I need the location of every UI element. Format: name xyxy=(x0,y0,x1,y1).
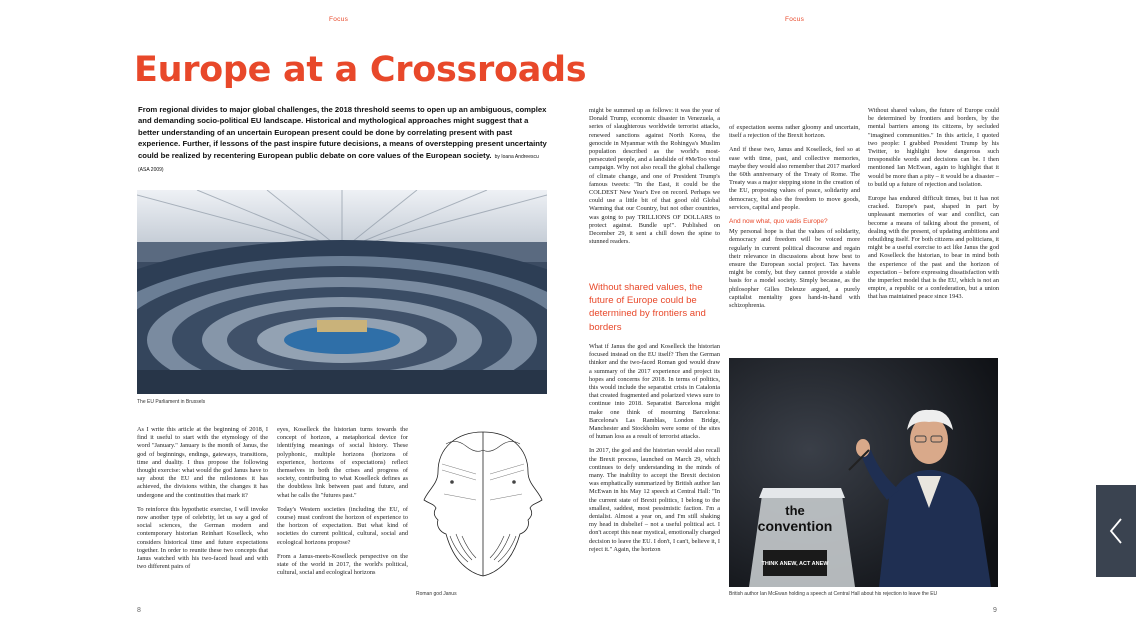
column-2 xyxy=(277,426,408,583)
lead-text: From regional divides to major global challenges, the 2018 threshold seems to open up an ambiguous, complex and demanding socio-political EU landscape. Historical and mythological approaches might suggest that a better understanding of an uncertain European present could be done by correlating present with past experience. Further, if lessons of the past inspire future decisions, a means of overstepping present uncertainty could be realized by recentering European public debate on core values of the European society. xyxy=(138,105,547,160)
paragraph: might be summed up as follows: it was the year of Donald Trump, economic disaster in Venezuela, a series of slaughterous worldwide terrorist attacks, renewed sanctions against North Korea, the genocide in Myanmar with the Rohingya's Muslim population described as the world's most-persecuted people, and a landslide of #MeToo viral campaign. Why not also recall the global challenge of climate change, and one of President Trump's famous tweets: "In the East, it could be the COLDEST New Year's Eve on record. Perhaps we could use a little bit of that good old Global Warming that our Country, but not other countries, was going to pay TRILLIONS OF DOLLARS to protect against. Bundle up!". Published on December 29, it sent a chill down the spine to stunned readers. xyxy=(589,107,720,246)
paragraph: My personal hope is that the values of solidarity, democracy and freedom will be voiced more regularly in current political discourse and regain their relevance in discussions about how best to ensure the European social project. Tax havens might be comfy, but they cannot provide a stable basis for a model society. Simply because, as the philosopher Gilles Deleuze argued, a purely capitalist mentality goes hand-in-hand with schizophrenia. xyxy=(729,228,860,310)
section-tag-left: Focus xyxy=(329,16,349,23)
podium-text-convention: convention xyxy=(757,518,833,534)
section-tag-right: Focus xyxy=(785,16,805,23)
article-lead xyxy=(138,104,548,176)
previous-page-button[interactable] xyxy=(1096,485,1136,577)
podium-text-the: the xyxy=(785,503,805,518)
pull-quote: Without shared values, the future of Europe could be determined by frontiers and borders xyxy=(589,282,706,333)
paragraph: To reinforce this hypothetic exercise, I will invoke now another type of celebrity, let us say a god of social sciences, the German modern and contemporary historian Reinhart Koselleck, who considers historical time and future expectations together. In order to reunite these two concepts that Janus watched with his two-faced head and with two different pairs of xyxy=(137,505,268,571)
paragraph: In 2017, the god and the historian would also recall the Brexit process, launched on March 29, which continues to defy understanding in the minds of many. The inability to accept the Brexit decision was emphatically summarized by British author Ian McEwan in his May 12 speech at Central Hall: "In the current state of Brexit politics, I belong to the smallest, saddest, most pessimistic faction. I'm a denialist. Almost a year on, and I'm still shaking my head in disbelief – not a useful political act. I don't accept this near mystical, emotionally charged decision to leave the EU. I don't, I can't, believe it, I reject it." Again, the horizon xyxy=(589,447,720,553)
mcewan-caption: British author Ian McEwan holding a speech at Central Hall about his rejection to leave the EU xyxy=(729,591,938,597)
mcewan-photo xyxy=(729,358,998,587)
paragraph: of expectation seems rather gloomy and uncertain, itself a rejection of the Brexit horizon. xyxy=(729,124,860,140)
column-5 xyxy=(868,107,999,308)
byline: by Ioana Andreescu (ASA 2009) xyxy=(138,153,539,174)
podium-slogan: THINK ANEW, ACT ANEW xyxy=(761,561,829,567)
paragraph: What if Janus the god and Koselleck the historian focused instead on the EU itself? Then the German thinker and the two-faced Roman god would draw a summary of the 2017 experience and project its hopes and concerns for 2018. In terms of politics, this would include the separatist crisis in Catalonia that created fragmented and polarized views sure to continue into 2018. Separatist Barcelona might make one think of mourning Barcelona: Barcelona's Las Ramblas, London Bridge, Manchester and Stockholm were some of the sites of human loss as a result of terrorist attacks. xyxy=(589,343,720,441)
page-number-left: 8 xyxy=(137,607,141,614)
paragraph: And if these two, Janus and Koselleck, feel so at ease with time, past, and collective memories, maybe they would also remember that 2017 marked the 60th anniversary of the Treaty of Rome. The Treaty was a major stepping stone in the creation of the EU, proposing values of peace, solidarity and democracy, but also the freedom to move goods, services, capital and people. xyxy=(729,146,860,211)
paragraph: eyes, Koselleck the historian turns towards the concept of horizon, a metaphorical device for identifying meanings of social history. These polyphonic, multiple horizons (horizons of experience, horizons of expectations) reflect themselves in both the crises and progress of society, contributing to what Koselleck defines as the doubtless link between past and future, and what he calls the "futures past." xyxy=(277,426,408,499)
column-3-top xyxy=(589,107,720,252)
parliament-photo xyxy=(137,190,547,394)
janus-illustration xyxy=(416,424,550,586)
parliament-caption: The EU Parliament in Brussels xyxy=(137,399,206,405)
column-4 xyxy=(729,124,860,316)
chevron-left-icon xyxy=(1108,517,1124,545)
paragraph: Without shared values, the future of Europe could be determined by frontiers and borders, by the mental barriers among its citizens, by secluded "imagined communities." In this article, I quoted two people: I grabbed President Trump by his Twitter, to highlight how dangerous such irresponsible words and decisions can be. I then mentioned Ian McEwan, again to highlight that it would be more than a pity – it would be a disaster – to build up a future of rejection and isolation. xyxy=(868,107,999,188)
paragraph: Europe has endured difficult times, but it has not cracked. Europe's past, shaped in part by unpleasant memories of war and conflict, can become a means of talking about the present, of dealing with the present, of updating ambitions and rebuilding itself. For both citizens and politicians, it might be a useful exercise to act like Janus the god and Koselleck the historian, to bear in mind both the experience of the past and the horizon of expectation – before expressing dissatisfaction with the imperfect model that is the EU, which is not an empire, a republic or a confederation, but a union that has maintained peace since 1943. xyxy=(868,195,999,301)
paragraph: From a Janus-meets-Koselleck perspective on the state of the world in 2017, the world's political, cultural, social and ecological horizons xyxy=(277,552,408,577)
janus-caption: Roman god Janus xyxy=(416,591,457,597)
article-title: Europe at a Crossroads xyxy=(134,50,587,90)
paragraph: Today's Western societies (including the EU, of course) must confront the horizon of experience to the horizon of expectation. But what kind of societies do current political, cultural, social and ecological horizons propose? xyxy=(277,505,408,546)
column-3-bottom xyxy=(589,343,720,560)
column-1 xyxy=(137,426,268,577)
paragraph: As I write this article at the beginning of 2018, I find it useful to start with the etymology of the word "January." January is the month of Janus, the god of beginnings, endings, gateways, transitions, time and duality. I thus propose the following thought exercise: what would the god Janus have to say about the EU and the milestones it has achieved, the divisions within, the changes it has undergone and the continuities that mark it? xyxy=(137,426,268,499)
subheading: And now what, quo vadis Europe? xyxy=(729,218,828,226)
page-number-right: 9 xyxy=(993,607,997,614)
